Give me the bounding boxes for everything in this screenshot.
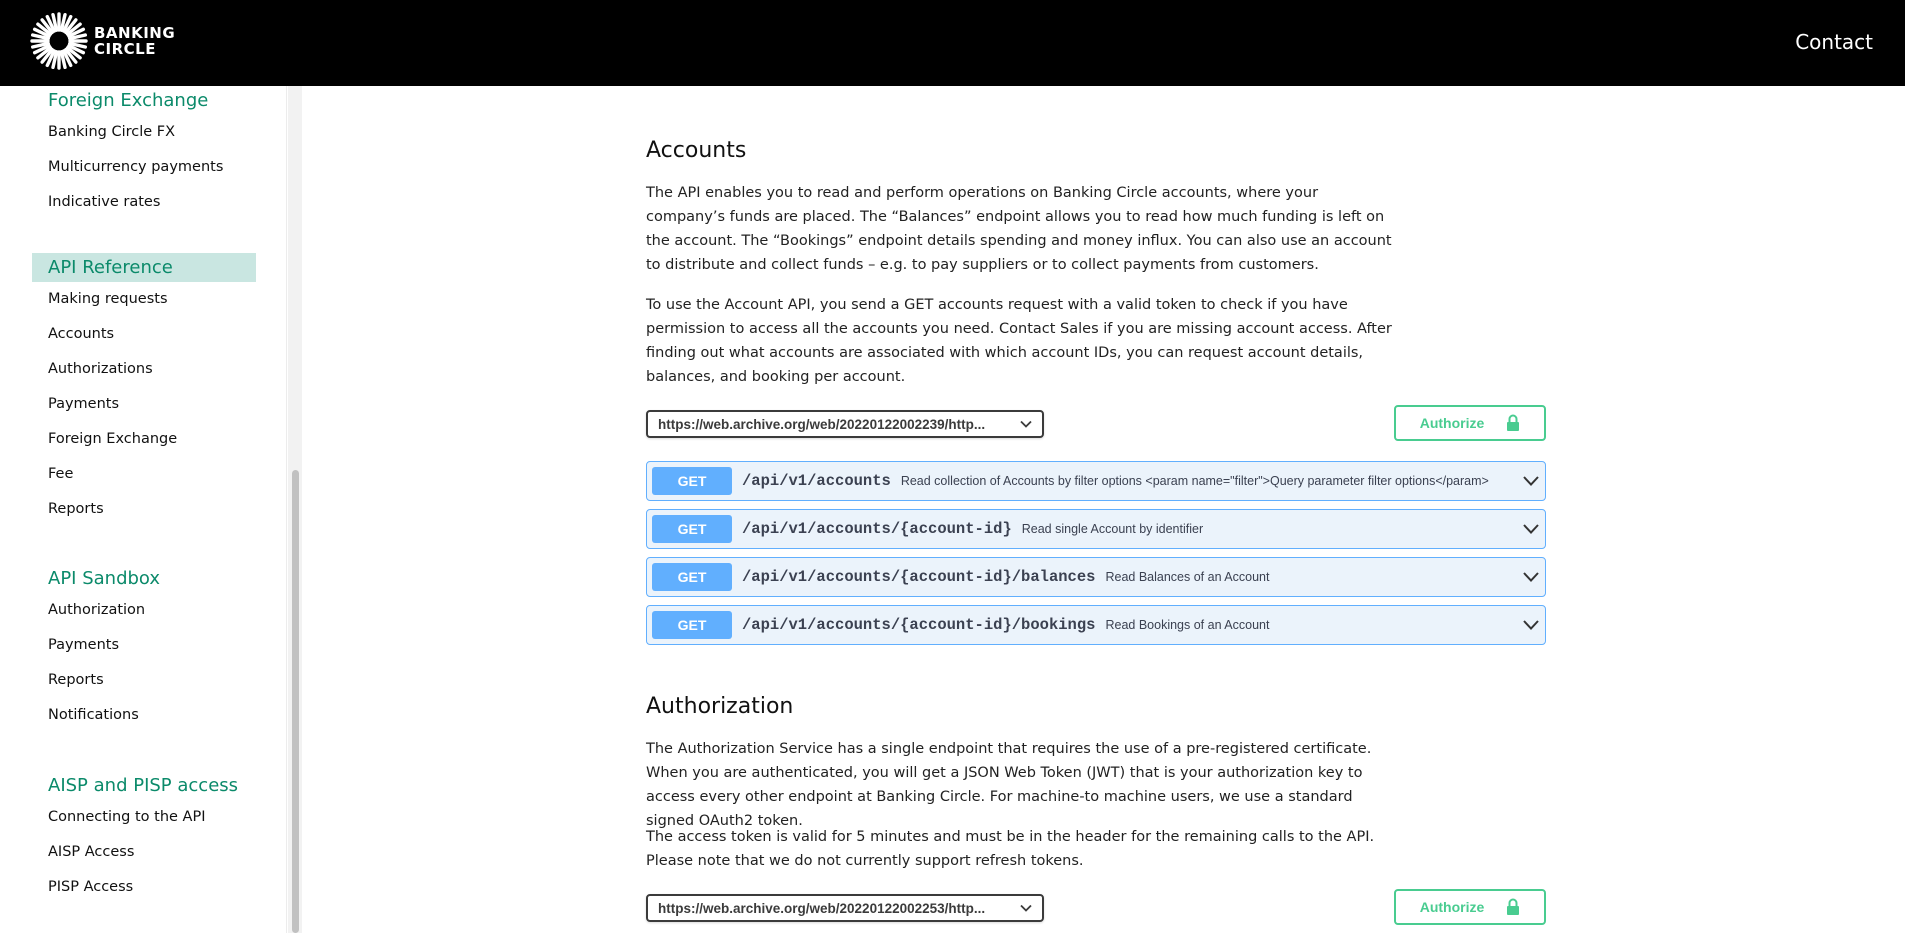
- logo-line1: BANKING: [94, 24, 176, 42]
- sidebar-item-payments[interactable]: Payments: [48, 637, 120, 653]
- sidebar-item-payments[interactable]: Payments: [48, 396, 120, 412]
- method-badge: GET: [652, 515, 732, 543]
- authorize-button[interactable]: [1394, 405, 1546, 441]
- method-badge: GET: [652, 563, 732, 591]
- contact-link[interactable]: Contact: [1795, 30, 1873, 54]
- chevron-down-icon[interactable]: [1522, 523, 1540, 535]
- lock-icon: [1506, 898, 1520, 916]
- authorize-label: Authorize: [1419, 899, 1485, 915]
- sidebar-item-authorization[interactable]: Authorization: [48, 602, 146, 618]
- operation-get-account-by-id[interactable]: [646, 509, 1546, 549]
- operation-get-accounts[interactable]: [646, 461, 1546, 501]
- sidebar-scrollbar-thumb[interactable]: [292, 470, 299, 933]
- sunburst-logo-icon: [30, 12, 88, 70]
- chevron-down-icon[interactable]: [1522, 571, 1540, 583]
- sidebar-item-fee[interactable]: Fee: [48, 466, 74, 482]
- sidebar-item-foreign-exchange[interactable]: Foreign Exchange: [48, 431, 178, 447]
- operation-summary: Read single Account by identifier: [1021, 522, 1204, 536]
- sidebar-item-multicurrency-payments[interactable]: Multicurrency payments: [48, 159, 224, 175]
- accounts-heading: Accounts: [646, 138, 747, 163]
- authorization-token-note: The access token is valid for 5 minutes and must be in the header for the remaining calls to the API. Please note that we do not currently support refresh tokens.: [646, 829, 1375, 869]
- sidebar-section-title-active[interactable]: API Reference: [32, 253, 256, 282]
- method-badge: GET: [652, 467, 732, 495]
- sidebar-section-api-sandbox: [32, 564, 176, 733]
- accounts-usage: To use the Account API, you send a GET accounts request with a valid token to check if you have permission to access all the accounts you need. Contact Sales if you are missing account access. After finding out what accounts are associated with which account IDs, you can request account details, balances, and booking per account.: [646, 297, 1392, 385]
- operation-get-balances[interactable]: [646, 557, 1546, 597]
- sidebar-item-accounts[interactable]: Accounts: [48, 326, 115, 342]
- authorize-button[interactable]: [1394, 889, 1546, 925]
- sidebar-item-pisp-access[interactable]: PISP Access: [48, 879, 134, 895]
- sidebar-item-making-requests[interactable]: Making requests: [48, 291, 168, 307]
- top-header: [0, 0, 1905, 86]
- accounts-server-select[interactable]: [646, 410, 1044, 438]
- authorization-description: The Authorization Service has a single endpoint that requires the use of a pre-registered certificate. When you are authenticated, you will get a JSON Web Token (JWT) that is your authorization key to access every other endpoint at Banking Circle. For machine-to machine users, we use a standard signed OAuth2 token.: [646, 741, 1372, 829]
- operation-path: /api/v1/accounts/{account-id}/bookings: [742, 616, 1096, 634]
- sidebar-section-aisp-pisp: [32, 771, 254, 905]
- banking-circle-logo[interactable]: [30, 12, 175, 70]
- sidebar-section-title[interactable]: Foreign Exchange: [48, 90, 209, 111]
- sidebar-item-notifications[interactable]: Notifications: [48, 707, 139, 723]
- server-select-value: https://web.archive.org/web/20220122002253/http...: [658, 900, 986, 916]
- chevron-down-icon[interactable]: [1522, 475, 1540, 487]
- sidebar-section-title[interactable]: AISP and PISP access: [48, 775, 239, 796]
- operation-path: /api/v1/accounts: [742, 472, 891, 490]
- logo-text: [94, 25, 175, 57]
- authorization-heading: Authorization: [646, 694, 794, 719]
- sidebar-section-api-reference: [32, 253, 256, 527]
- sidebar-item-connecting-to-the-api[interactable]: Connecting to the API: [48, 809, 206, 825]
- server-select-value: https://web.archive.org/web/20220122002239/http...: [658, 416, 986, 432]
- sidebar-item-indicative-rates[interactable]: Indicative rates: [48, 194, 161, 210]
- sidebar-item-reports[interactable]: Reports: [48, 501, 104, 517]
- sidebar-item-authorizations[interactable]: Authorizations: [48, 361, 153, 377]
- sidebar-section-foreign-exchange: [32, 86, 224, 220]
- chevron-down-icon[interactable]: [1522, 619, 1540, 631]
- chevron-down-icon: [1020, 904, 1032, 912]
- sidebar: [0, 86, 287, 933]
- operation-get-bookings[interactable]: [646, 605, 1546, 645]
- operation-path: /api/v1/accounts/{account-id}: [742, 520, 1012, 538]
- operation-summary: Read Bookings of an Account: [1105, 618, 1270, 632]
- authorize-label: Authorize: [1419, 415, 1485, 431]
- sidebar-item-reports[interactable]: Reports: [48, 672, 104, 688]
- sidebar-item-banking-circle-fx[interactable]: Banking Circle FX: [48, 124, 176, 140]
- sidebar-item-aisp-access[interactable]: AISP Access: [48, 844, 135, 860]
- chevron-down-icon: [1020, 420, 1032, 428]
- logo-line2: CIRCLE: [94, 40, 156, 58]
- accounts-description: The API enables you to read and perform operations on Banking Circle accounts, where your company’s funds are placed. The “Balances” endpoint allows you to read how much funding is left on the account. The “Bookings” endpoint details spending and money influx. You can also use an account to distribute and collect funds – e.g. to pay suppliers or to collect payments from customers.: [646, 185, 1392, 273]
- method-badge: GET: [652, 611, 732, 639]
- operation-summary: Read collection of Accounts by filter options <param name="filter">Query parameter filter options</param>: [900, 474, 1489, 488]
- lock-icon: [1506, 414, 1520, 432]
- operation-summary: Read Balances of an Account: [1105, 570, 1270, 584]
- operation-path: /api/v1/accounts/{account-id}/balances: [742, 568, 1096, 586]
- sidebar-section-title[interactable]: API Sandbox: [48, 568, 161, 589]
- authorization-server-select[interactable]: [646, 894, 1044, 922]
